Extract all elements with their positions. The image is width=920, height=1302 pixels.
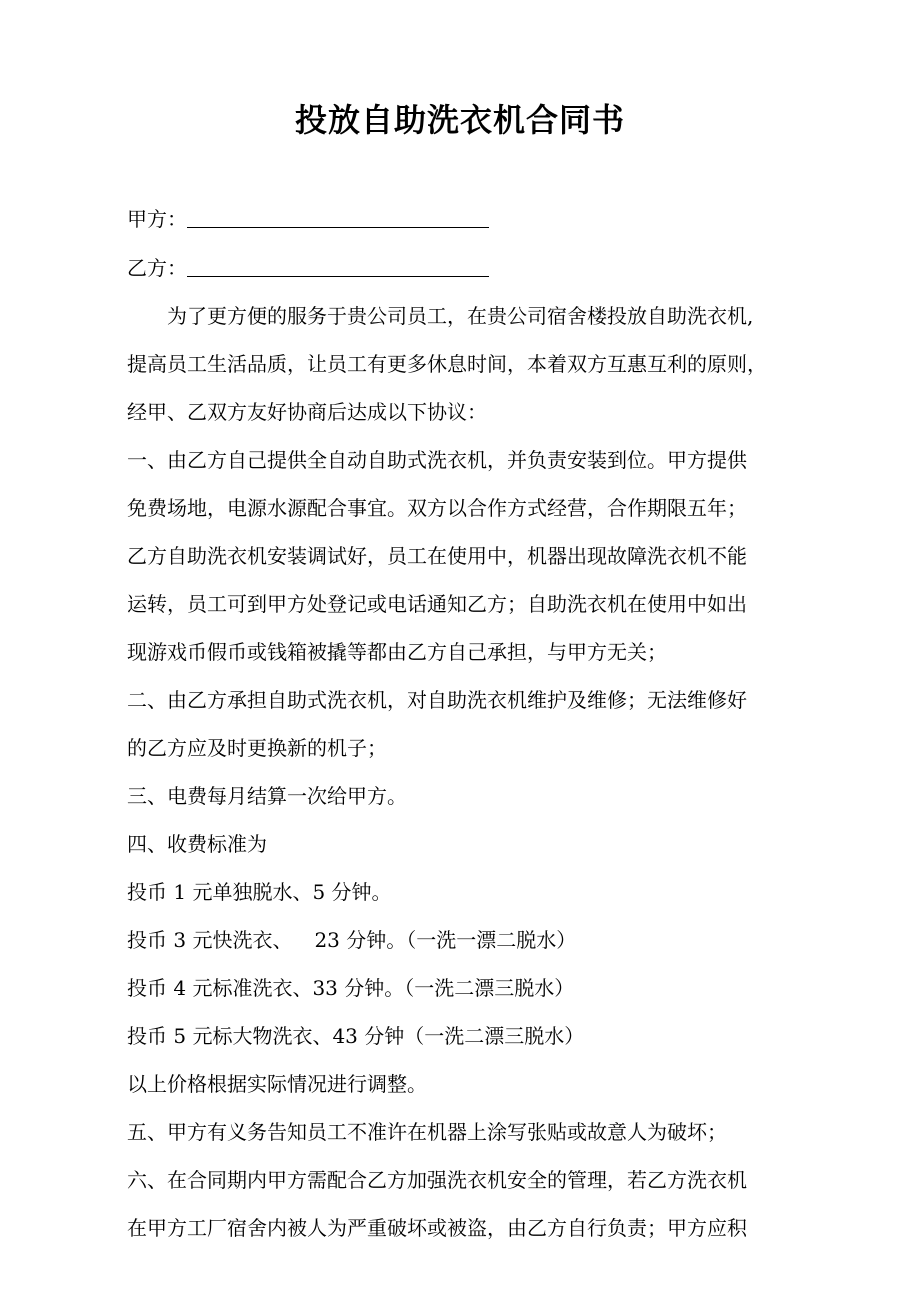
clause-6-line: 在甲方工厂宿舍内被人为严重破坏或被盗，由乙方自行负责；甲方应积 bbox=[127, 1216, 747, 1240]
clause-1-line: 乙方自助洗衣机安装调试好，员工在使用中，机器出现故障洗衣机不能 bbox=[127, 544, 747, 568]
price-item-part: 投币 3 元快洗衣、 bbox=[127, 928, 293, 952]
party-a-line bbox=[127, 204, 807, 234]
clause-1-line: 运转，员工可到甲方处登记或电话通知乙方；自助洗衣机在使用中如出 bbox=[127, 592, 747, 616]
clause-1-line: 免费场地，电源水源配合事宜。双方以合作方式经营，合作期限五年； bbox=[127, 496, 747, 520]
party-a-blank bbox=[187, 207, 489, 228]
price-item bbox=[127, 925, 807, 955]
document-title: 投放自助洗衣机合同书 bbox=[294, 101, 625, 139]
clause-1-line: 现游戏币假币或钱箱被撬等都由乙方自己承担，与甲方无关； bbox=[127, 640, 667, 664]
party-b-label: 乙方： bbox=[127, 256, 187, 280]
clause-6-line: 六、在合同期内甲方需配合乙方加强洗衣机安全的管理，若乙方洗衣机 bbox=[127, 1168, 747, 1192]
price-item-part: 23 分钟。（一洗一漂二脱水） bbox=[314, 928, 577, 952]
clause-2-line: 二、由乙方承担自助式洗衣机，对自助洗衣机维护及维修；无法维修好 bbox=[127, 688, 747, 712]
clause-4-heading: 四、收费标准为 bbox=[127, 832, 267, 856]
clause-3-line: 三、电费每月结算一次给甲方。 bbox=[127, 784, 407, 808]
paragraph-line: 为了更方便的服务于贵公司员工，在贵公司宿舍楼投放自助洗衣机, bbox=[167, 304, 754, 328]
party-b-line bbox=[127, 253, 807, 283]
clause-5-line: 五、甲方有义务告知员工不准许在机器上涂写张贴或故意人为破坏； bbox=[127, 1120, 727, 1144]
price-note: 以上价格根据实际情况进行调整。 bbox=[127, 1072, 427, 1096]
price-item: 投币 1 元单独脱水、5 分钟。 bbox=[127, 880, 392, 904]
paragraph-line: 提高员工生活品质，让员工有更多休息时间，本着双方互惠互利的原则， bbox=[127, 352, 767, 376]
clause-2-line: 的乙方应及时更换新的机子； bbox=[127, 736, 387, 760]
price-item: 投币 5 元标大物洗衣、43 分钟（一洗二漂三脱水） bbox=[127, 1024, 585, 1048]
party-a-label: 甲方： bbox=[127, 207, 187, 231]
party-b-blank bbox=[187, 256, 489, 277]
clause-1-line: 一、由乙方自己提供全自动自助式洗衣机，并负责安装到位。甲方提供 bbox=[127, 448, 747, 472]
paragraph-line: 经甲、乙双方友好协商后达成以下协议： bbox=[127, 400, 487, 424]
price-item: 投币 4 元标准洗衣、33 分钟。（一洗二漂三脱水） bbox=[127, 976, 575, 1000]
